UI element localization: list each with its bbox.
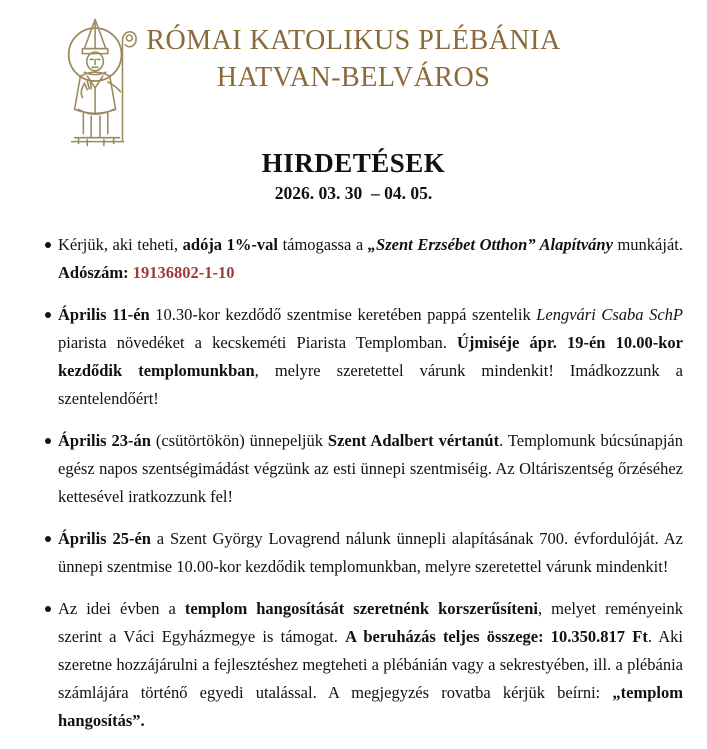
- bishop-logo-icon: [55, 13, 143, 147]
- org-name-line2: HATVAN-BELVÁROS: [216, 62, 491, 93]
- bullet-icon: [45, 536, 51, 542]
- announcement-text: Április 25-én a Szent György Lovagrend nálunk ünnepli alapításának 700. évfordulóját. Az ünnepi szentmise 10.00-kor kezdődik templomunkban, melyre szeretettel várunk mindenkit!: [58, 529, 683, 576]
- announcement-item: [45, 525, 683, 581]
- bullet-icon: [45, 438, 51, 444]
- announcement-text: Április 23-án (csütörtökön) ünnepeljük Szent Adalbert vértanút. Templomunk búcsúnapján egész napos szentségimádást végzünk az esti ünnepi szentmiséig. Az Oltáriszentség őrzéséhez kettesével iratkozzunk fel!: [58, 431, 683, 506]
- org-name-line1: RÓMAI KATOLIKUS PLÉBÁNIA: [146, 25, 561, 56]
- announcement-text: Április 11-én 10.30-kor kezdődő szentmise keretében pappá szentelik Lengvári Csaba SchP piarista növedéket a kecskeméti Piarista Templomban. Újmiséje ápr. 19-én 10.00-kor kezdődik templomunkban, melyre szeretettel várunk mindenkit! Imádkozzunk a szentelendőért!: [58, 305, 683, 408]
- announcement-item: [45, 595, 683, 735]
- bullet-icon: [45, 606, 51, 612]
- bullet-icon: [45, 242, 51, 248]
- bullet-icon: [45, 312, 51, 318]
- page-title: HIRDETÉSEK: [261, 148, 446, 178]
- announcement-text: Kérjük, aki teheti, adója 1%-val támogassa a „Szent Erzsébet Otthon” Alapítvány munkáját. Adószám: 19136802-1-10: [58, 235, 683, 282]
- announcement-text: Az idei évben a templom hangosítását szeretnénk korszerűsíteni, melyet reményeink szerint a Váci Egyházmegye is támogat. A beruházás teljes összege: 10.350.817 Ft. Aki szeretne hozzájárulni a fejlesztéshez megteheti a plébánián vagy a sekrestyében, ill. a plébánia számlájára történő egyedi utalással. A megjegyzés rovatba kérjük beírni: „templom hangosítás”.: [58, 599, 683, 730]
- date-range: 2026. 03. 30 – 04. 05.: [274, 183, 433, 203]
- announcement-item: [45, 301, 683, 413]
- announcement-list: [45, 231, 683, 735]
- announcement-item: [45, 427, 683, 511]
- announcement-item: [45, 231, 683, 287]
